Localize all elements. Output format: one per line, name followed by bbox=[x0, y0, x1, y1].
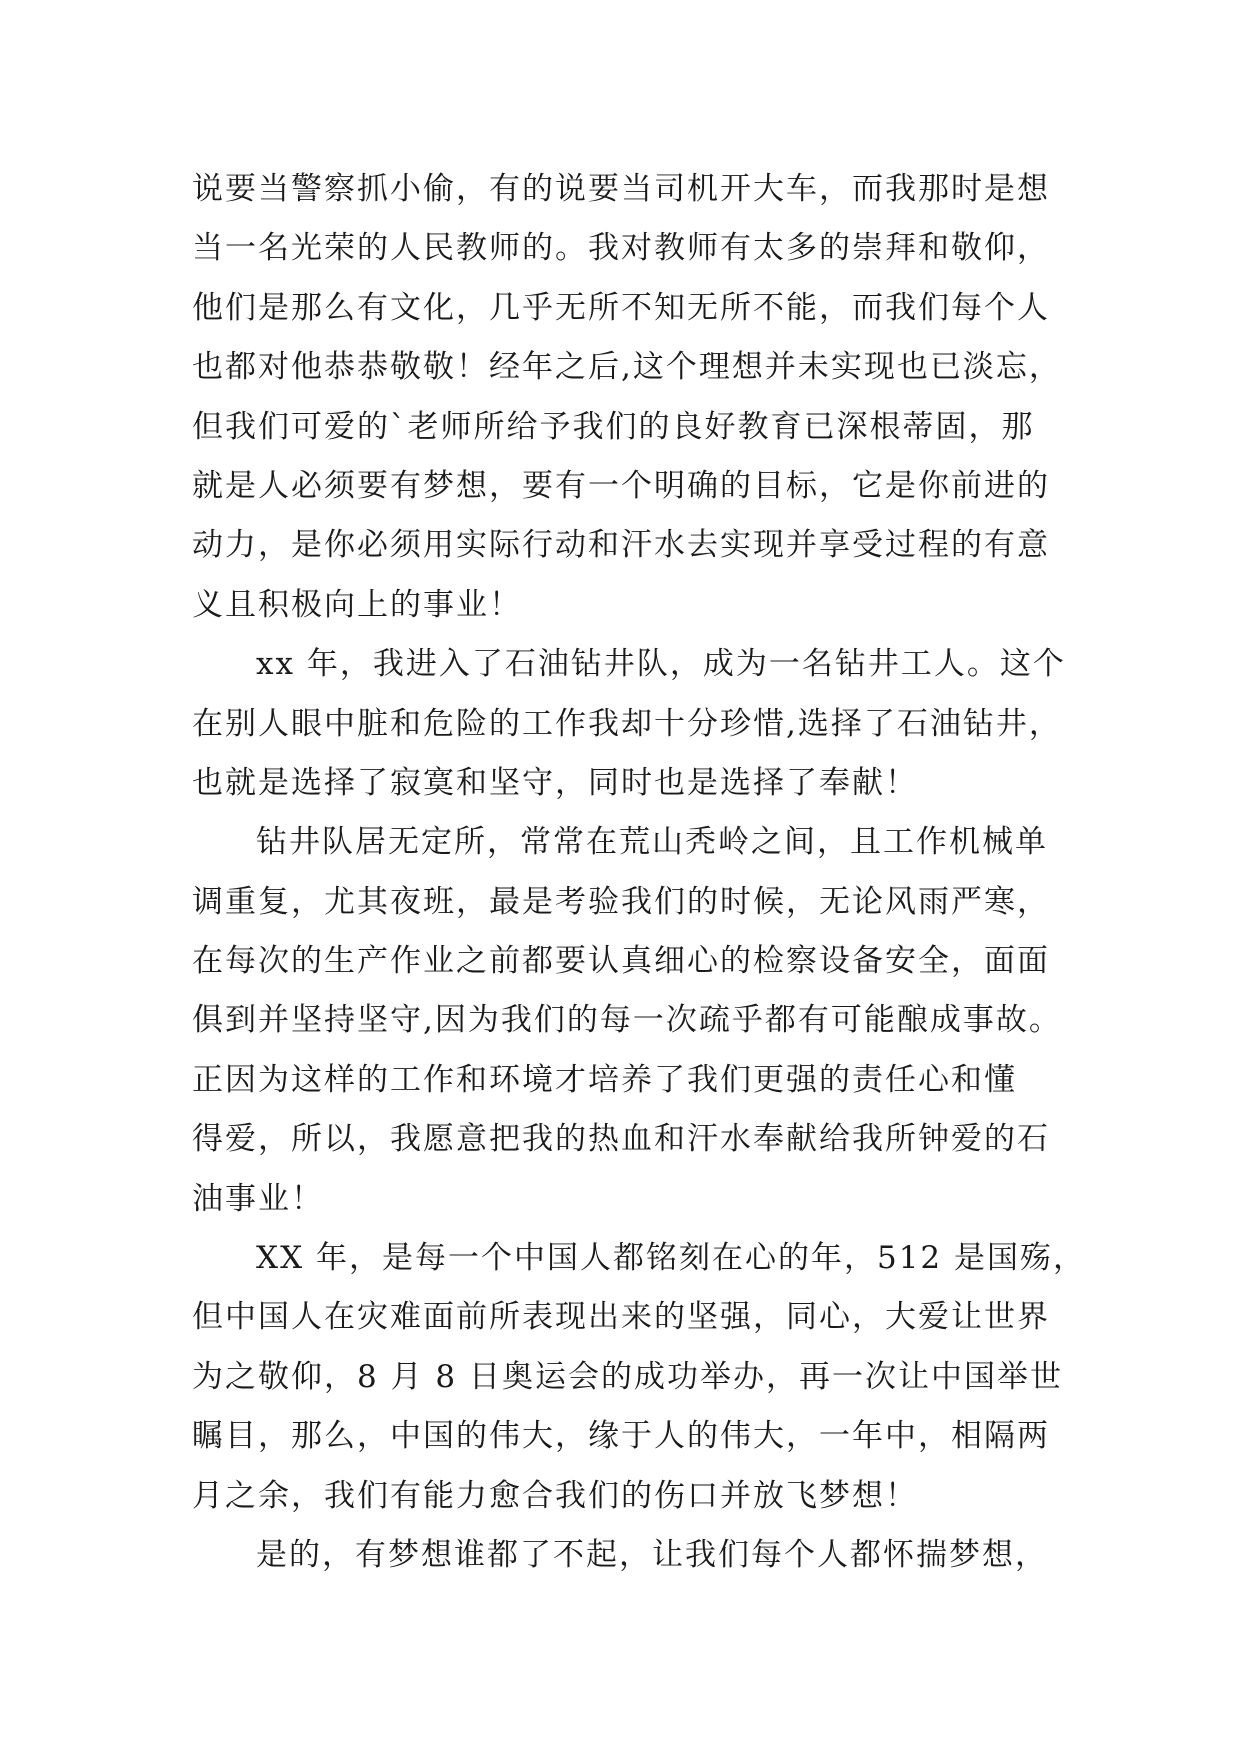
text-line: 调重复，尤其夜班，最是考验我们的时候，无论风雨严寒， bbox=[192, 883, 1050, 920]
text-line: 当一名光荣的人民教师的。我对教师有太多的崇拜和敬仰， bbox=[192, 230, 1050, 267]
paragraph-first-line: xx 年，我进入了石油钻井队，成为一名钻井工人。这个 bbox=[256, 646, 1066, 683]
text-line: 俱到并坚持坚守,因为我们的每一次疏乎都有可能酿成事故。 bbox=[192, 1002, 1062, 1039]
text-line: 也都对他恭恭敬敬！经年之后,这个理想并未实现也已淡忘， bbox=[192, 349, 1062, 386]
text-line: 动力，是你必须用实际行动和汗水去实现并享受过程的有意 bbox=[192, 527, 1050, 564]
text-line: 月之余，我们有能力愈合我们的伤口并放飞梦想！ bbox=[192, 1477, 918, 1514]
text-line: 说要当警察抓小偷，有的说要当司机开大车，而我那时是想 bbox=[192, 171, 1050, 207]
text-line: 但我们可爱的`老师所给予我们的良好教育已深根蒂固，那 bbox=[192, 408, 1035, 445]
text-line: 他们是那么有文化，几乎无所不知无所不能，而我们每个人 bbox=[192, 289, 1050, 326]
text-line: 但中国人在灾难面前所表现出来的坚强，同心，大爱让世界 bbox=[192, 1299, 1050, 1336]
text-line: 得爱，所以，我愿意把我的热血和汗水奉献给我所钟爱的石 bbox=[192, 1121, 1050, 1158]
text-line: 瞩目，那么，中国的伟大，缘于人的伟大，一年中，相隔两 bbox=[192, 1418, 1050, 1455]
text-line: 油事业！ bbox=[192, 1180, 324, 1217]
text-line: 在别人眼中脏和危险的工作我却十分珍惜,选择了石油钻井， bbox=[192, 705, 1062, 742]
paragraph-first-line: XX 年，是每一个中国人都铭刻在心的年，512 是国殇， bbox=[256, 1240, 1087, 1277]
text-line: 也就是选择了寂寞和坚守，同时也是选择了奉献！ bbox=[192, 764, 918, 801]
text-line: 义且积极向上的事业！ bbox=[192, 586, 522, 623]
text-line: 正因为这样的工作和环境才培养了我们更强的责任心和懂 bbox=[192, 1061, 1017, 1098]
paragraph-first-line: 钻井队居无定所，常常在荒山秃岭之间，且工作机械单 bbox=[256, 824, 1048, 861]
paragraph-first-line: 是的，有梦想谁都了不起，让我们每个人都怀揣梦想， bbox=[256, 1536, 1048, 1573]
body-text bbox=[192, 160, 1087, 1585]
text-line: 为之敬仰，8 月 8 日奥运会的成功举办，再一次让中国举世 bbox=[192, 1358, 1064, 1395]
text-line: 就是人必须要有梦想，要有一个明确的目标，它是你前进的 bbox=[192, 467, 1050, 504]
text-line: 在每次的生产作业之前都要认真细心的检察设备安全，面面 bbox=[192, 943, 1050, 980]
